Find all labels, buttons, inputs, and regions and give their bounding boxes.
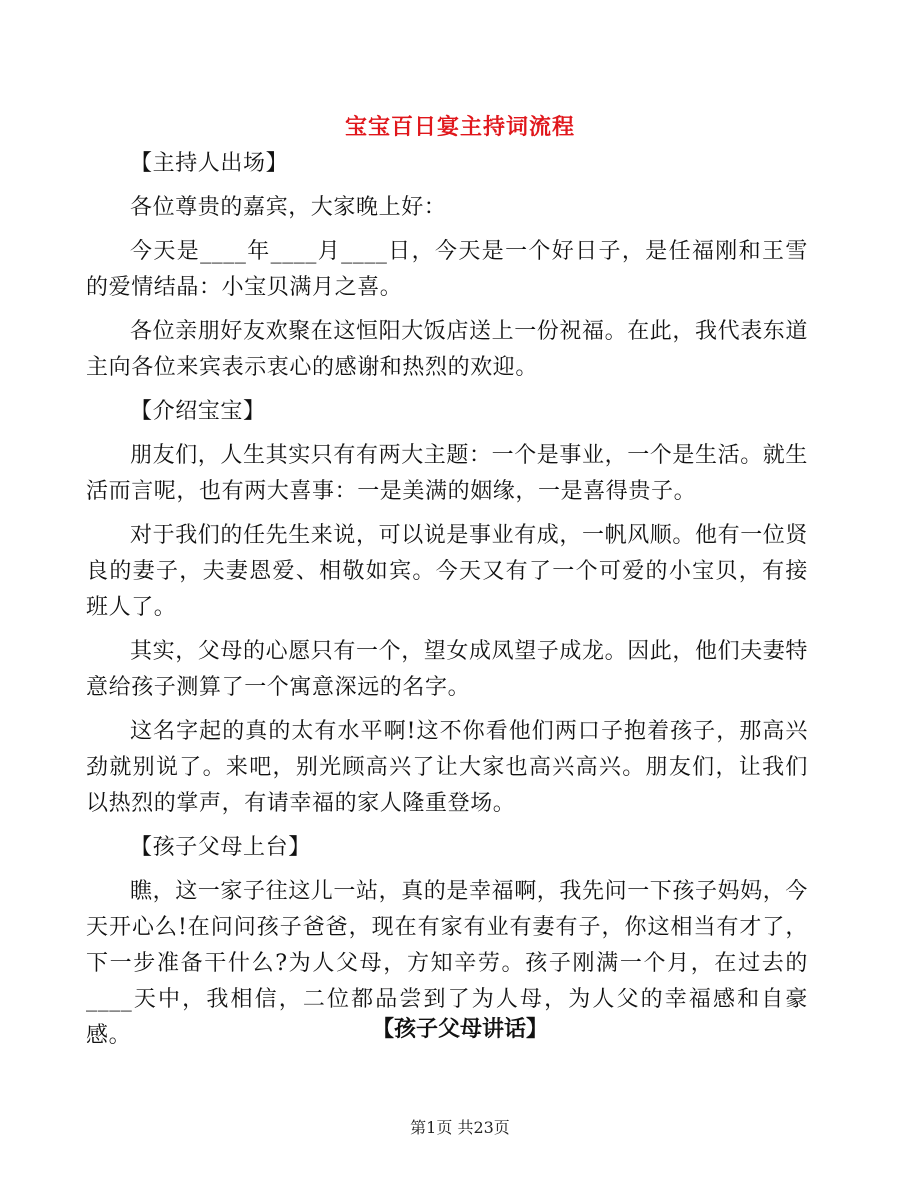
paragraph-parents-wish: 其实，父母的心愿只有一个，望女成凤望子成龙。因此，他们夫妻特意给孩子测算了一个寓意深远的名字。 [86,639,809,700]
paragraph-life-themes: 朋友们，人生其实只有有两大主题：一个是事业，一个是生活。就生活而言呢，也有两大喜事：一是美满的姻缘，一是喜得贵子。 [86,443,809,504]
paragraph-greeting: 各位尊贵的嘉宾，大家晚上好： [130,195,447,220]
document-title: 宝宝百日宴主持词流程 [344,114,575,140]
page-footer: 第1页 共23页 [410,1118,510,1137]
paragraph-parents-on-stage-heading: 【孩子父母上台】 [130,835,311,860]
paragraph-welcome: 各位亲朋好友欢聚在这恒阳大饭店送上一份祝福。在此，我代表东道主向各位来宾表示衷心的感谢和热烈的欢迎。 [86,319,809,380]
paragraph-introduce-baby-heading: 【介绍宝宝】 [130,399,266,424]
section-heading: 【孩子父母讲话】 [371,1016,548,1042]
paragraph-name: 这名字起的真的太有水平啊!这不你看他们两口子抱着孩子，那高兴劲就别说了。来吧，别光顾高兴了让大家也高兴高兴。朋友们，让我们以热烈的掌声，有请幸福的家人隆重登场。 [86,719,808,816]
paragraph-family-interview: 瞧，这一家子往这儿一站，真的是幸福啊，我先问一下孩子妈妈，今天开心么!在问问孩子爸爸，现在有家有业有妻有子，你这相当有才了，下一步准备干什么?为人父母，方知辛劳。孩子刚满一个月，在过去的____天中，我相信，二位都品尝到了为人母，为人父的幸福感和自豪感。 [86,879,809,1048]
paragraph-date: 今天是____年____月____日，今天是一个好日子，是任福刚和王雪的爱情结晶：小宝贝满月之喜。 [86,239,808,300]
paragraph-mr-ren: 对于我们的任先生来说，可以说是事业有成，一帆风顺。他有一位贤良的妻子，夫妻恩爱、相敬如宾。今天又有了一个可爱的小宝贝，有接班人了。 [86,523,809,620]
document-body [86,146,808,1062]
paragraph-host-entrance-heading: 【主持人出场】 [130,151,289,176]
